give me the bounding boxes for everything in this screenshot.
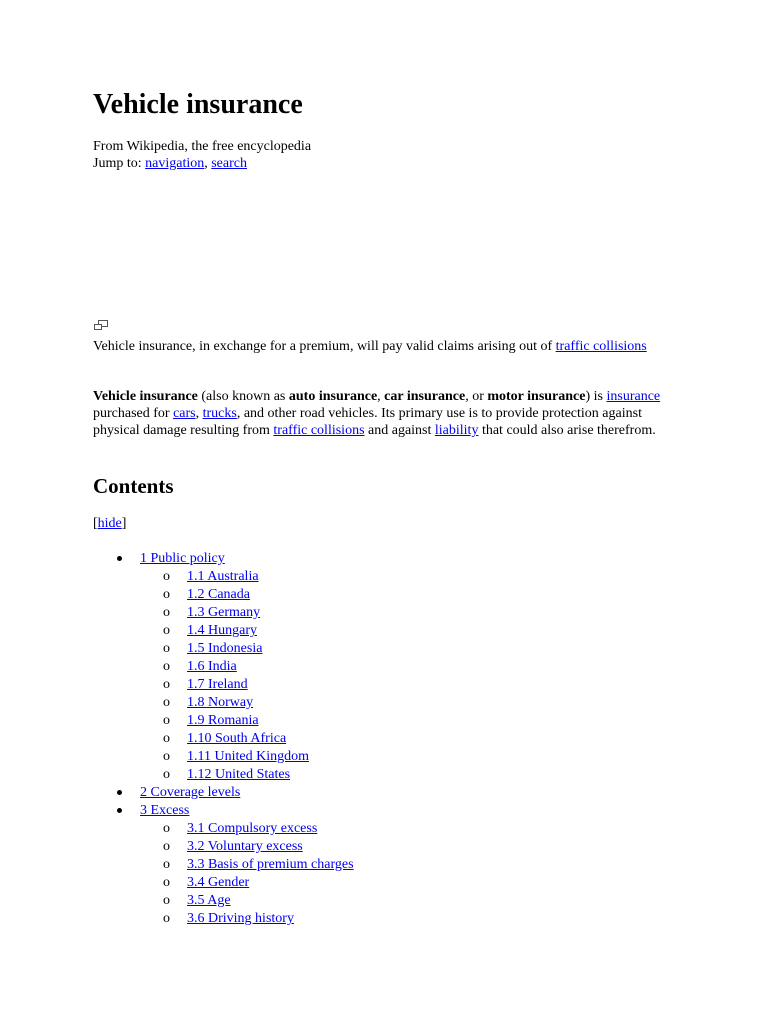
toc-subitem: [140, 910, 354, 928]
toc-link[interactable]: 1 Public policy: [140, 551, 225, 566]
page-title: Vehicle insurance: [93, 89, 303, 120]
toc-bracket-close: ]: [121, 516, 127, 531]
toc-sublink[interactable]: 1.8 Norway: [187, 695, 254, 710]
cars-link[interactable]: cars: [173, 406, 196, 421]
jump-to: [93, 155, 311, 172]
toc-sublink[interactable]: 1.5 Indonesia: [187, 641, 263, 656]
toc-sublink[interactable]: 3.6 Driving history: [187, 911, 294, 926]
toc-sublink[interactable]: 1.4 Hungary: [187, 623, 257, 638]
lead-text: purchased for: [93, 406, 174, 421]
toc-subitem: [140, 892, 354, 910]
term-motor-insurance: motor insurance: [487, 389, 586, 404]
lead-text: , and other road vehicles. Its primary use is to provide protection against physical damage resulting from: [93, 406, 642, 438]
caption-text: Vehicle insurance, in exchange for a premium, will pay valid claims arising out of: [93, 339, 556, 354]
toc-subitem: [140, 838, 354, 856]
contents-heading: Contents: [93, 474, 174, 498]
toc-subitem: [140, 586, 354, 604]
lead-text: (also known as: [197, 389, 289, 404]
toc-subitem: [140, 748, 354, 766]
liability-link[interactable]: liability: [434, 423, 479, 438]
toc-bracket-open: [: [93, 516, 98, 531]
lead-text: and against: [364, 423, 435, 438]
toc-item: [93, 550, 354, 784]
toc-sublist: [140, 568, 354, 784]
toc-subitem: [140, 676, 354, 694]
caption-traffic-collisions-link[interactable]: traffic collisions: [555, 339, 647, 354]
traffic-collisions-link[interactable]: traffic collisions: [273, 423, 365, 438]
lead-text: ) is: [585, 389, 607, 404]
toc-subitem: [140, 712, 354, 730]
term-vehicle-insurance: Vehicle insurance: [93, 389, 198, 404]
enlarge-icon[interactable]: [94, 320, 108, 330]
toc-subitem: [140, 604, 354, 622]
toc-toggle: [93, 515, 126, 532]
toc-item: [93, 802, 354, 928]
trucks-link[interactable]: trucks: [202, 406, 237, 421]
lead-paragraph: [93, 388, 668, 439]
toc-sublink[interactable]: 1.3 Germany: [187, 605, 261, 620]
toc-sublink[interactable]: 3.2 Voluntary excess: [187, 839, 303, 854]
lead-text: ,: [377, 389, 385, 404]
toc-sublink[interactable]: 1.12 United States: [187, 767, 291, 782]
toc-subitem: [140, 820, 354, 838]
from-line: From Wikipedia, the free encyclopedia: [93, 139, 312, 154]
hide-toc-link[interactable]: hide: [97, 516, 122, 531]
toc-sublink[interactable]: 3.5 Age: [187, 893, 231, 908]
toc-link[interactable]: 2 Coverage levels: [140, 785, 241, 800]
toc-subitem: [140, 694, 354, 712]
toc-item: [93, 784, 354, 802]
toc-sublink[interactable]: 3.4 Gender: [187, 875, 250, 890]
toc-subitem: [140, 766, 354, 784]
term-auto-insurance: auto insurance: [288, 389, 378, 404]
jump-prefix: Jump to:: [93, 156, 146, 171]
image-caption: [93, 338, 663, 355]
term-car-insurance: car insurance: [384, 389, 466, 404]
toc-subitem: [140, 640, 354, 658]
toc-sublink[interactable]: 1.7 Ireland: [187, 677, 248, 692]
lead-text: that could also arise therefrom.: [478, 423, 656, 438]
toc-sublink[interactable]: 1.1 Australia: [187, 569, 259, 584]
toc-link[interactable]: 3 Excess: [140, 803, 190, 818]
lead-text: ,: [195, 406, 203, 421]
insurance-link[interactable]: insurance: [606, 389, 661, 404]
site-subtitle: [93, 138, 311, 172]
lead-text: , or: [465, 389, 488, 404]
jump-search-link[interactable]: search: [211, 156, 247, 171]
toc-sublink[interactable]: 1.6 India: [187, 659, 237, 674]
toc-sublink[interactable]: 3.3 Basis of premium charges: [187, 857, 354, 872]
toc-subitem: [140, 568, 354, 586]
toc-subitem: [140, 856, 354, 874]
toc-subitem: [140, 874, 354, 892]
toc-subitem: [140, 622, 354, 640]
table-of-contents: [93, 550, 354, 928]
jump-navigation-link[interactable]: navigation: [145, 156, 205, 171]
jump-separator: ,: [204, 156, 212, 171]
toc-subitem: [140, 658, 354, 676]
toc-sublink[interactable]: 1.11 United Kingdom: [187, 749, 309, 764]
toc-sublist: [140, 820, 354, 928]
toc-sublink[interactable]: 3.1 Compulsory excess: [187, 821, 318, 836]
toc-subitem: [140, 730, 354, 748]
toc-sublink[interactable]: 1.9 Romania: [187, 713, 259, 728]
toc-sublink[interactable]: 1.2 Canada: [187, 587, 250, 602]
toc-sublink[interactable]: 1.10 South Africa: [187, 731, 287, 746]
